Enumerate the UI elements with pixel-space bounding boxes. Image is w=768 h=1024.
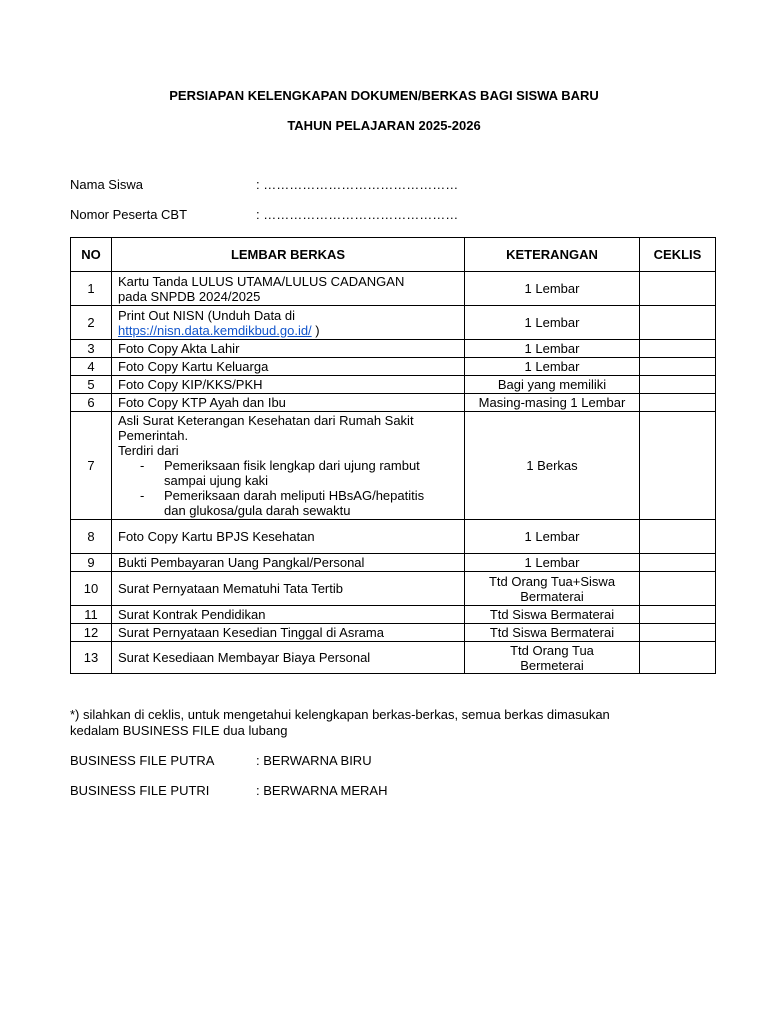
row-item: Foto Copy KIP/KKS/PKH [112, 376, 465, 394]
row-no: 13 [71, 642, 112, 674]
table-row [71, 376, 716, 394]
row-item: Surat Pernyataan Mematuhi Tata Tertib [112, 572, 465, 606]
row-no: 3 [71, 340, 112, 358]
row-item [112, 272, 465, 306]
item-line: Terdiri dari [118, 443, 179, 458]
ceklis-cell[interactable] [640, 272, 716, 306]
item-line-suffix: ) [311, 322, 320, 338]
row-keterangan: Bagi yang memiliki [465, 376, 640, 394]
nama-siswa-label: Nama Siswa [70, 177, 143, 192]
table-row [71, 358, 716, 376]
table-row [71, 272, 716, 306]
table-row [71, 572, 716, 606]
row-keterangan [465, 572, 640, 606]
nomor-peserta-value: : ……………………………………… [256, 207, 459, 222]
row-item: Surat Kontrak Pendidikan [112, 606, 465, 624]
nama-siswa-value: : ……………………………………… [256, 177, 459, 192]
table-row [71, 624, 716, 642]
business-file-putra-label: BUSINESS FILE PUTRA [70, 753, 215, 768]
row-no: 6 [71, 394, 112, 412]
row-item: Bukti Pembayaran Uang Pangkal/Personal [112, 554, 465, 572]
row-item [112, 306, 465, 340]
table-row [71, 554, 716, 572]
sub-item-line: Pemeriksaan fisik lengkap dari ujung rambut [164, 458, 420, 473]
ceklis-cell[interactable] [640, 306, 716, 340]
header-keterangan: KETERANGAN [465, 238, 640, 272]
ceklis-cell[interactable] [640, 606, 716, 624]
row-keterangan: 1 Lembar [465, 340, 640, 358]
sub-list [118, 458, 458, 518]
row-keterangan: 1 Lembar [465, 520, 640, 554]
item-line: Pemerintah. [118, 428, 189, 443]
header-no: NO [71, 238, 112, 272]
row-no: 4 [71, 358, 112, 376]
row-item: Foto Copy KTP Ayah dan Ibu [112, 394, 465, 412]
ceklis-cell[interactable] [640, 394, 716, 412]
row-keterangan: 1 Lembar [465, 306, 640, 340]
ceklis-cell[interactable] [640, 412, 716, 520]
table-row [71, 340, 716, 358]
row-no: 1 [71, 272, 112, 306]
table-row [71, 606, 716, 624]
row-keterangan: 1 Lembar [465, 358, 640, 376]
nisn-link[interactable]: https://nisn.data.kemdikbud.go.id/ [118, 322, 312, 338]
row-no: 5 [71, 376, 112, 394]
document-title: PERSIAPAN KELENGKAPAN DOKUMEN/BERKAS BAGI SISWA BARU [169, 88, 599, 103]
instruction-note [70, 707, 700, 739]
row-keterangan [465, 642, 640, 674]
sub-item-line: Pemeriksaan darah meliputi HBsAG/hepatitis [164, 488, 425, 503]
nama-siswa-field [70, 177, 458, 192]
table-row [71, 412, 716, 520]
table-row [71, 306, 716, 340]
document-subtitle: TAHUN PELAJARAN 2025-2026 [287, 118, 481, 133]
nomor-peserta-field [70, 207, 458, 222]
row-keterangan: 1 Lembar [465, 554, 640, 572]
row-item: Foto Copy Akta Lahir [112, 340, 465, 358]
row-no: 8 [71, 520, 112, 554]
row-no: 12 [71, 624, 112, 642]
ceklis-cell[interactable] [640, 624, 716, 642]
ceklis-cell[interactable] [640, 358, 716, 376]
item-line: pada SNPDB 2024/2025 [118, 288, 261, 304]
note-line: kedalam BUSINESS FILE dua lubang [70, 723, 288, 738]
row-no: 10 [71, 572, 112, 606]
table-header-row [71, 238, 716, 272]
sub-item-line: dan glukosa/gula darah sewaktu [164, 503, 351, 518]
sub-list-item [140, 458, 458, 488]
row-keterangan: Ttd Siswa Bermaterai [465, 624, 640, 642]
row-no: 11 [71, 606, 112, 624]
dash-bullet-icon: - [140, 458, 145, 473]
ket-line: Bermeterai [520, 657, 584, 673]
row-no: 9 [71, 554, 112, 572]
ket-line: Bermaterai [520, 588, 584, 604]
sub-item-line: sampai ujung kaki [164, 473, 269, 488]
item-line: Kartu Tanda LULUS UTAMA/LULUS CADANGAN [118, 273, 405, 289]
business-file-putra [70, 753, 372, 768]
ket-line: Ttd Orang Tua [510, 642, 594, 658]
row-item: Foto Copy Kartu BPJS Kesehatan [112, 520, 465, 554]
nomor-peserta-label: Nomor Peserta CBT [70, 207, 188, 222]
item-line: Asli Surat Keterangan Kesehatan dari Rumah Sakit [118, 413, 414, 428]
dash-bullet-icon: - [140, 488, 145, 503]
business-file-putri-label: BUSINESS FILE PUTRI [70, 783, 210, 798]
ceklis-cell[interactable] [640, 642, 716, 674]
table-row [71, 520, 716, 554]
sub-list-item [140, 488, 458, 518]
row-keterangan: Ttd Siswa Bermaterai [465, 606, 640, 624]
header-ceklis: CEKLIS [640, 238, 716, 272]
row-keterangan: Masing-masing 1 Lembar [465, 394, 640, 412]
ket-line: Ttd Orang Tua+Siswa [488, 573, 616, 589]
row-item: Surat Kesediaan Membayar Biaya Personal [112, 642, 465, 674]
business-file-putri [70, 783, 387, 798]
ceklis-cell[interactable] [640, 376, 716, 394]
row-no: 7 [71, 412, 112, 520]
note-line: *) silahkan di ceklis, untuk mengetahui kelengkapan berkas-berkas, semua berkas dimasukan [70, 707, 610, 722]
business-file-putra-value: : BERWARNA BIRU [256, 753, 372, 768]
berkas-table [70, 237, 716, 674]
row-item: Surat Pernyataan Kesedian Tinggal di Asrama [112, 624, 465, 642]
row-no: 2 [71, 306, 112, 340]
row-keterangan: 1 Lembar [465, 272, 640, 306]
ceklis-cell[interactable] [640, 572, 716, 606]
ceklis-cell[interactable] [640, 520, 716, 554]
ceklis-cell[interactable] [640, 554, 716, 572]
table-row [71, 394, 716, 412]
row-keterangan: 1 Berkas [465, 412, 640, 520]
ceklis-cell[interactable] [640, 340, 716, 358]
business-file-putri-value: : BERWARNA MERAH [256, 783, 388, 798]
row-item [112, 412, 465, 520]
table-row [71, 642, 716, 674]
row-item: Foto Copy Kartu Keluarga [112, 358, 465, 376]
item-line: Print Out NISN (Unduh Data di [118, 307, 296, 323]
header-lembar-berkas: LEMBAR BERKAS [112, 238, 465, 272]
